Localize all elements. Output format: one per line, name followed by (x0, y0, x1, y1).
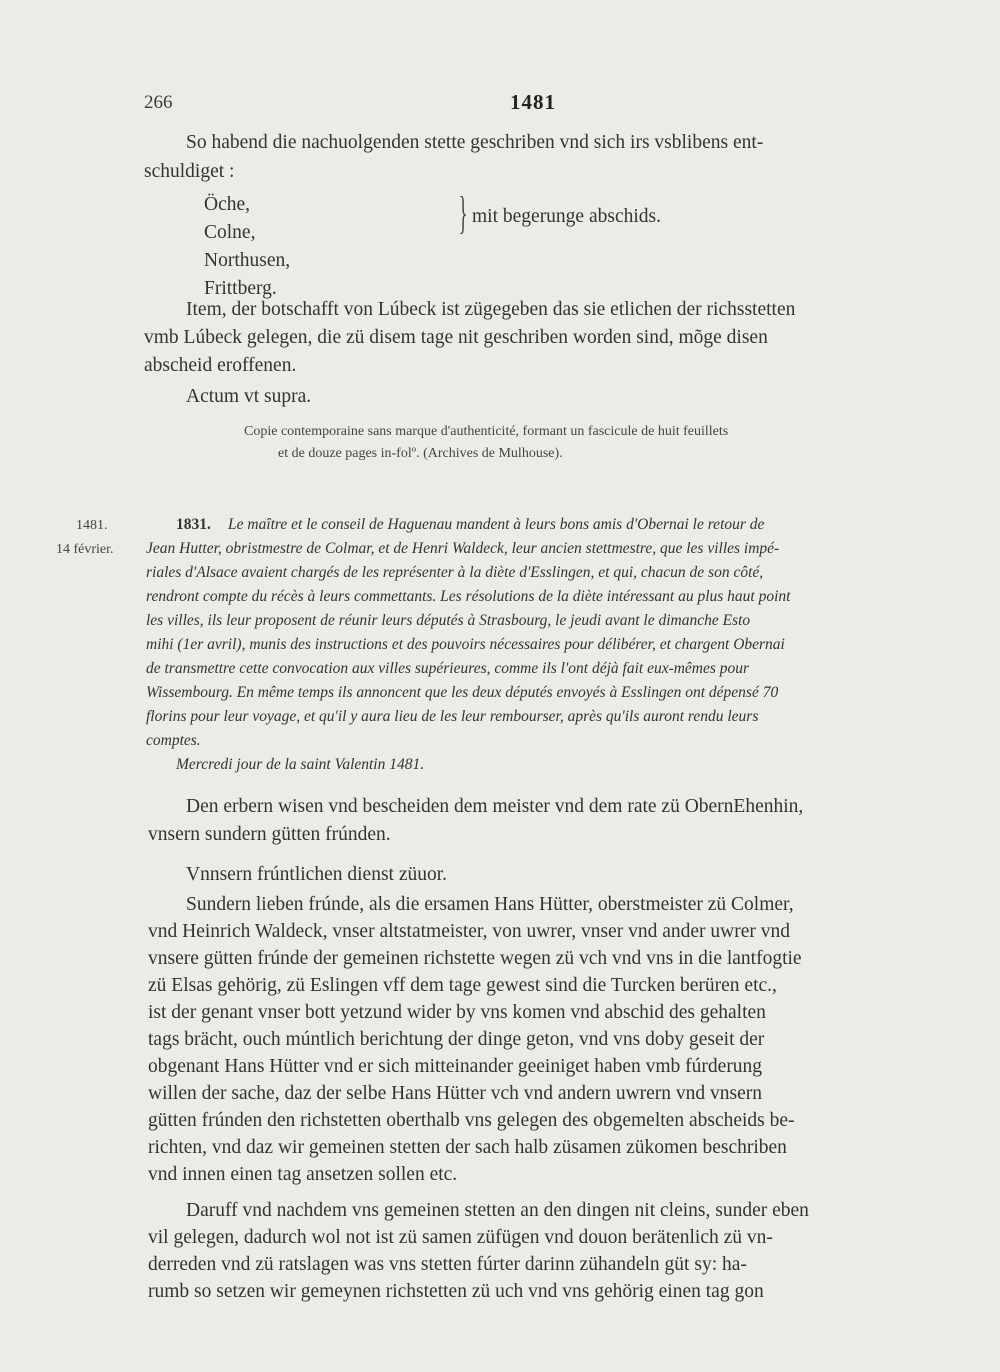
actum-line: Actum vt supra. (186, 386, 312, 407)
entry-line: riales d'Alsace avaient chargés de les représenter à la diète d'Esslingen, et qui, chacun de son côté, (146, 564, 764, 581)
item-line: Item, der botschafft von Lúbeck ist zügegeben das sie etlichen der richsstetten (186, 299, 796, 320)
item-line: abscheid eroffenen. (144, 355, 297, 376)
letter-para2-line: Daruff vnd nachdem vns gemeinen stetten an den dingen nit cleins, sunder eben (186, 1200, 809, 1221)
letter-para1-line: willen der sache, daz der selbe Hans Hütter vch vnd andern uwrern vnd vnsern (148, 1083, 763, 1104)
letter-para1-line: zü Elsas gehörig, zü Eslingen vff dem tage gewest sind die Turcken berüren etc., (148, 975, 777, 996)
entry-line: comptes. (146, 732, 201, 749)
page-year-header: 1481 (510, 90, 556, 114)
brace-mark: } (458, 187, 468, 238)
source-note-line: et de douze pages in-folº. (Archives de Mulhouse). (278, 446, 563, 461)
intro-line-2: schuldiget : (144, 161, 235, 182)
letter-address-line: vnsern sundern gütten frúnden. (148, 824, 391, 845)
entry-line: Wissembourg. En même temps ils annoncent que les deux députés envoyés à Esslingen ont dépensé 70 (146, 684, 779, 701)
letter-greeting: Vnnsern frúntlichen dienst züuor. (186, 864, 448, 885)
entry-line: florins pour leur voyage, et qu'il y aura lieu de les leur rembourser, après qu'ils auront rendu leurs (146, 708, 759, 725)
margin-year: 1481. (76, 518, 108, 533)
entry-line: mihi (1er avril), munis des instructions et des pouvoirs nécessaires pour délibérer, et chargent Obernai (146, 636, 785, 653)
brace-note: mit begerunge abschids. (472, 206, 661, 227)
letter-para1-line: ist der genant vnser bott yetzund wider by vns komen vnd abschid des gehalten (148, 1002, 766, 1023)
letter-para1-line: vnd Heinrich Waldeck, vnser altstatmeister, von uwrer, vnser vnd ander uwrer vnd (148, 921, 790, 942)
letter-para1-line: vnsere gütten frúnde der gemeinen richstette wegen zü vch vnd vns in die lantfogtie (148, 948, 802, 969)
letter-para2-line: vil gelegen, dadurch wol not ist zü samen züfügen vnd douon berätenlich zü vn- (148, 1227, 773, 1248)
letter-para2-line: rumb so setzen wir gemeynen richstetten zü uch vnd vns gehörig einen tag gon (148, 1281, 764, 1302)
source-note-line: Copie contemporaine sans marque d'authenticité, formant un fascicule de huit feuillets (244, 424, 729, 439)
entry-line: Jean Hutter, obristmestre de Colmar, et de Henri Waldeck, leur ancien stettmestre, que les villes impé- (146, 540, 780, 557)
entry-date-line: Mercredi jour de la saint Valentin 1481. (176, 756, 425, 773)
city-item: Colne, (204, 222, 256, 243)
entry-line: Le maître et le conseil de Haguenau mandent à leurs bons amis d'Obernai le retour de (228, 516, 765, 533)
city-item: Frittberg. (204, 278, 277, 299)
letter-para1-line: vnd innen einen tag ansetzen sollen etc. (148, 1164, 458, 1185)
entry-line: les villes, ils leur proposent de réunir leurs députés à Strasbourg, le jeudi avant le dimanche Esto (146, 612, 751, 629)
letter-para1-line: richten, vnd daz wir gemeinen stetten der sach halb züsamen zükomen beschriben (148, 1137, 787, 1158)
letter-para1-line: obgenant Hans Hütter vnd er sich mitteinander geeiniget haben vmb fúrderung (148, 1056, 763, 1077)
intro-line-1: So habend die nachuolgenden stette geschriben vnd sich irs vsblibens ent- (186, 132, 764, 153)
letter-para2-line: derreden vnd zü ratslagen was vns stetten fúrter darinn zühandeln güt sy: ha- (148, 1254, 747, 1275)
page-number: 266 (144, 92, 173, 113)
letter-para1-line: gütten frúnden den richstetten oberthalb vns gelegen des obgemelten abscheids be- (148, 1110, 795, 1131)
entry-line: de transmettre cette convocation aux villes supérieures, comme ils l'ont déjà fait eux-mêmes pour (146, 660, 750, 677)
margin-day: 14 février. (56, 542, 114, 557)
letter-para1-line: Sundern lieben frúnde, als die ersamen Hans Hütter, oberstmeister zü Colmer, (186, 894, 794, 915)
entry-line: rendront compte du récès à leurs commettants. Les résolutions de la diète intéressant au plus haut point (146, 588, 791, 605)
city-item: Öche, (204, 194, 251, 215)
item-line: vmb Lúbeck gelegen, die zü disem tage nit geschriben worden sind, mõge disen (144, 327, 768, 348)
letter-para1-line: tags brächt, ouch múntlich berichtung der dinge geton, vnd vns doby geseit der (148, 1029, 765, 1050)
city-item: Northusen, (204, 250, 291, 271)
letter-address-line: Den erbern wisen vnd bescheiden dem meister vnd dem rate zü ObernEhenhin, (186, 796, 804, 817)
entry-number: 1831. (176, 516, 211, 533)
